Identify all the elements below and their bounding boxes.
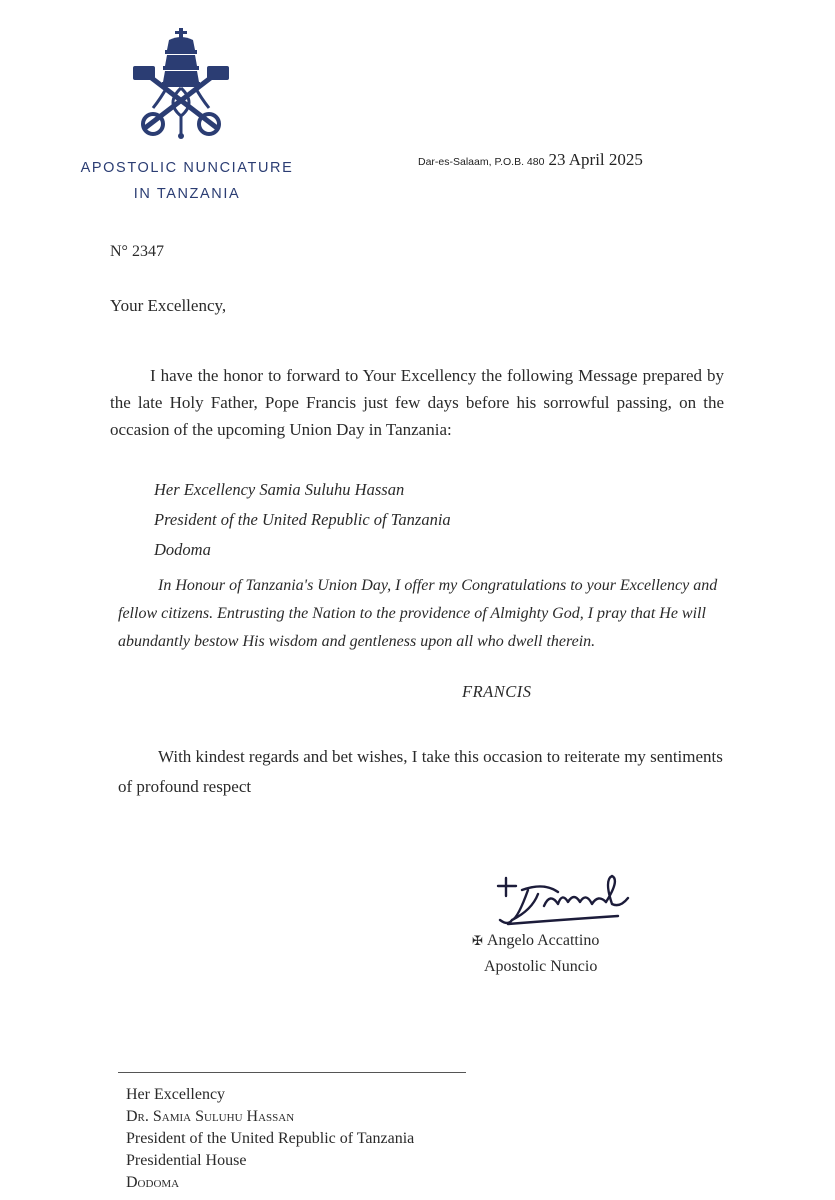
message-address-line1: Her Excellency Samia Suluhu Hassan (154, 480, 405, 499)
cross-icon: ✠ (472, 933, 483, 948)
papal-crest-icon (125, 28, 237, 140)
closing-paragraph-text: With kindest regards and bet wishes, I take this occasion to reiterate my sentiments of profound respect (118, 747, 723, 796)
addressee-line4: Presidential House (126, 1152, 247, 1169)
body-paragraph-text: I have the honor to forward to Your Excellency the following Message prepared by the late Holy Father, Pope Francis just few days before his sorrowful passing, on the occasion of the upcoming Union Day in Tanzania: (110, 366, 724, 439)
closing-paragraph (118, 742, 730, 802)
papal-message (118, 572, 730, 656)
signer-title: Apostolic Nuncio (484, 958, 598, 975)
handwritten-signature (488, 870, 638, 930)
addressee-block (126, 1084, 414, 1194)
letterhead (62, 155, 312, 207)
divider-rule (118, 1072, 466, 1073)
reference-number: N° 2347 (110, 243, 164, 260)
dateline-place: Dar-es-Salaam, P.O.B. 480 (418, 156, 545, 168)
salutation: Your Excellency, (110, 296, 227, 315)
dateline (418, 150, 643, 170)
signer-name-line (472, 928, 599, 954)
message-address-line2: President of the United Republic of Tanzania (154, 510, 451, 529)
message-signature: FRANCIS (462, 682, 532, 701)
addressee-line2: Dr. Samia Suluhu Hassan (126, 1108, 295, 1125)
dateline-date: 23 April 2025 (548, 150, 643, 169)
addressee-line3: President of the United Republic of Tanzania (126, 1130, 415, 1147)
addressee-line5: Dodoma (126, 1174, 180, 1191)
letterhead-line2: IN TANZANIA (133, 186, 241, 202)
signer-block (472, 928, 599, 980)
body-paragraph (110, 362, 724, 443)
papal-message-text: In Honour of Tanzania's Union Day, I offer my Congratulations to your Excellency and fellow citizens. Entrusting the Nation to the providence of Almighty God, I pray that He will abundantly bestow His wisdom and gentleness upon all who dwell therein. (118, 577, 718, 650)
message-address (154, 475, 451, 565)
signer-name: Angelo Accattino (486, 932, 600, 949)
message-address-line3: Dodoma (154, 540, 211, 559)
addressee-line1: Her Excellency (126, 1086, 226, 1103)
letterhead-line1: APOSTOLIC NUNCIATURE (80, 160, 294, 176)
